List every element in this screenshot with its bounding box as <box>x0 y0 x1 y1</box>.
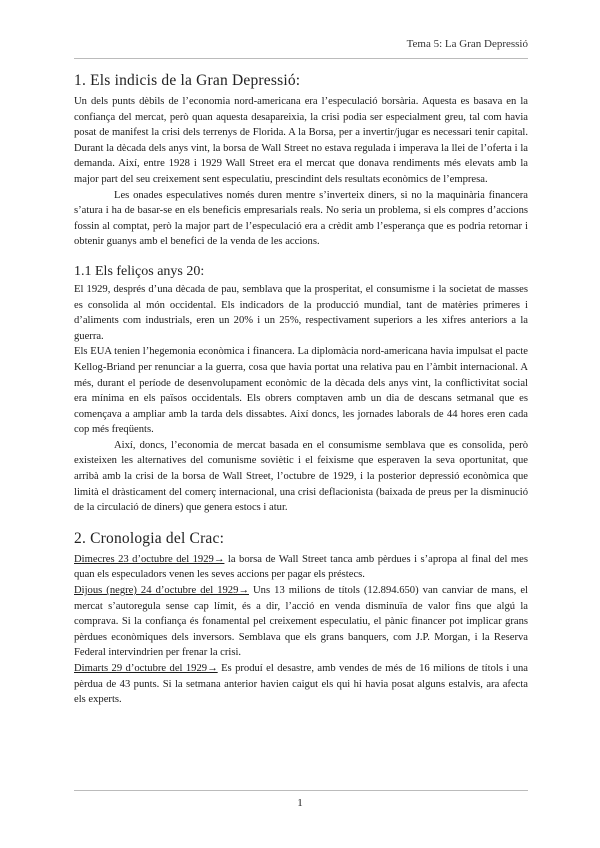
section-1-1-heading: 1.1 Els feliços anys 20: <box>74 263 205 279</box>
section-1-1-paragraph-3: Així, doncs, l’economia de mercat basada en el consumisme semblava que es consolida, però existeixen les alternatives del comunisme soviètic i el feixisme que esperaven la seva oportunitat, que arribà amb la crisi de la borsa de Wall Street, l’octubre de 1929, i la posterior depressió econòmica que limità el dràsticament del comerç internacional, una crisi deflacionista (baixada de preus per la disminució de la circulació de diners) que genera estocs i atur. <box>74 439 528 514</box>
running-header: Tema 5: La Gran Depressió <box>406 38 528 50</box>
chronology-entry-2 <box>74 583 528 661</box>
section-2-heading: 2. Cronologia del Crac: <box>74 529 225 547</box>
page-content <box>74 66 528 708</box>
section-1-heading: 1. Els indicis de la Gran Depressió: <box>74 72 301 89</box>
page-number: 1 <box>297 797 303 809</box>
chronology-entry-1 <box>74 552 528 583</box>
chronology-entry-3 <box>74 661 528 708</box>
chronology-date-1: Dimecres 23 d’octubre del 1929→ <box>74 553 225 565</box>
chronology-text-1: la borsa de Wall Street tanca amb pèrdues i s’apropa al final del mes quan els especuladors venen les seves accions per pagar els préstecs. <box>74 553 528 581</box>
chronology-date-2: Dijous (negre) 24 d’octubre del 1929→ <box>74 585 249 597</box>
section-1-paragraph-2: Les onades especulatives només duren mentre s’inverteix diners, si no la maquinària financera s’atura i ha de basar-se en els beneficis empresarials reals. No seria un problema, si els compres d’accions fossin al comptat, però la major part de l’especulació era a crèdit amb l’esperança que es podria retornar i obtenir guanys amb el benefici de la venda de les accions. <box>74 189 528 248</box>
header-rule <box>74 58 528 59</box>
footer-rule <box>74 790 528 791</box>
section-1-1-paragraph-2: Els EUA tenien l’hegemonia econòmica i financera. La diplomàcia nord-americana havia impulsat el pacte Kellog-Briand per renunciar a la guerra, cosa que havia portat una relativa pau en l’àmbit internacional. A més, durant el període de desenvolupament econòmic de la dècada dels anys vint, la conflictivitat social era mínima en els països occidentals. Els obrers comptaven amb un dia de descans setmanal que es començava a ampliar amb la tarda dels dissabtes. Així doncs, les jornades laborals de 44 hores eren cada cop més freqüents. <box>74 346 528 436</box>
section-1-paragraph-1: Un dels punts dèbils de l’economia nord-americana era l’especulació borsària. Aquesta es basava en la confiança del mercat, però quan aquesta desapareixia, la crisi podia ser especialment greu, tal com havia posat de manifest la crisi dels terrenys de Florida. A la Borsa, per a invertir/jugar es necessari tenir capital. Durant la dècada dels anys vint, la borsa de Wall Street no estava regulada i imperava la llei de l’oferta i la demanda. Així, entre 1928 i 1929 Wall Street era el mercat que donava rendiments més elevats amb la major part del seu creixement sent especulatiu, prescindint dels resultats econòmics de l’empresa. <box>74 96 528 185</box>
chronology-date-3: Dimarts 29 d’octubre del 1929→ <box>74 663 218 674</box>
chronology-text-2: Uns 13 milions de títols (12.894.650) van canviar de mans, el mercat s’autoregula sense cap límit, és a dir, l’acció en venda disminuïa de valor fins que algú la comprava. Si la confiança és fonamental pel creixement especulatiu, el pànic financer pot implicar grans pèrdues econòmiques dels inversors. Semblava que els grans banquers, com J.P. Morgan, i la Reserva Federal intervindrien per frenar la crisi. <box>74 585 528 659</box>
chronology-text-3: Es produí el desastre, amb vendes de més de 16 milions de títols i una pèrdua de 43 punts. Si la setmana anterior havien caigut els qui hi havia posat alguns estalvis, ara afecta els experts. <box>74 663 528 706</box>
section-1-1-paragraph-1: El 1929, després d’una dècada de pau, semblava que la prosperitat, el consumisme i la societat de masses es consolida al món occidental. Els indicadors de la producció mundial, tant de matèries primeres i d’aliments com industrials, eren un 20% i un 25%, respectivament superiors a les xifres anteriors a la guerra. <box>74 283 528 342</box>
